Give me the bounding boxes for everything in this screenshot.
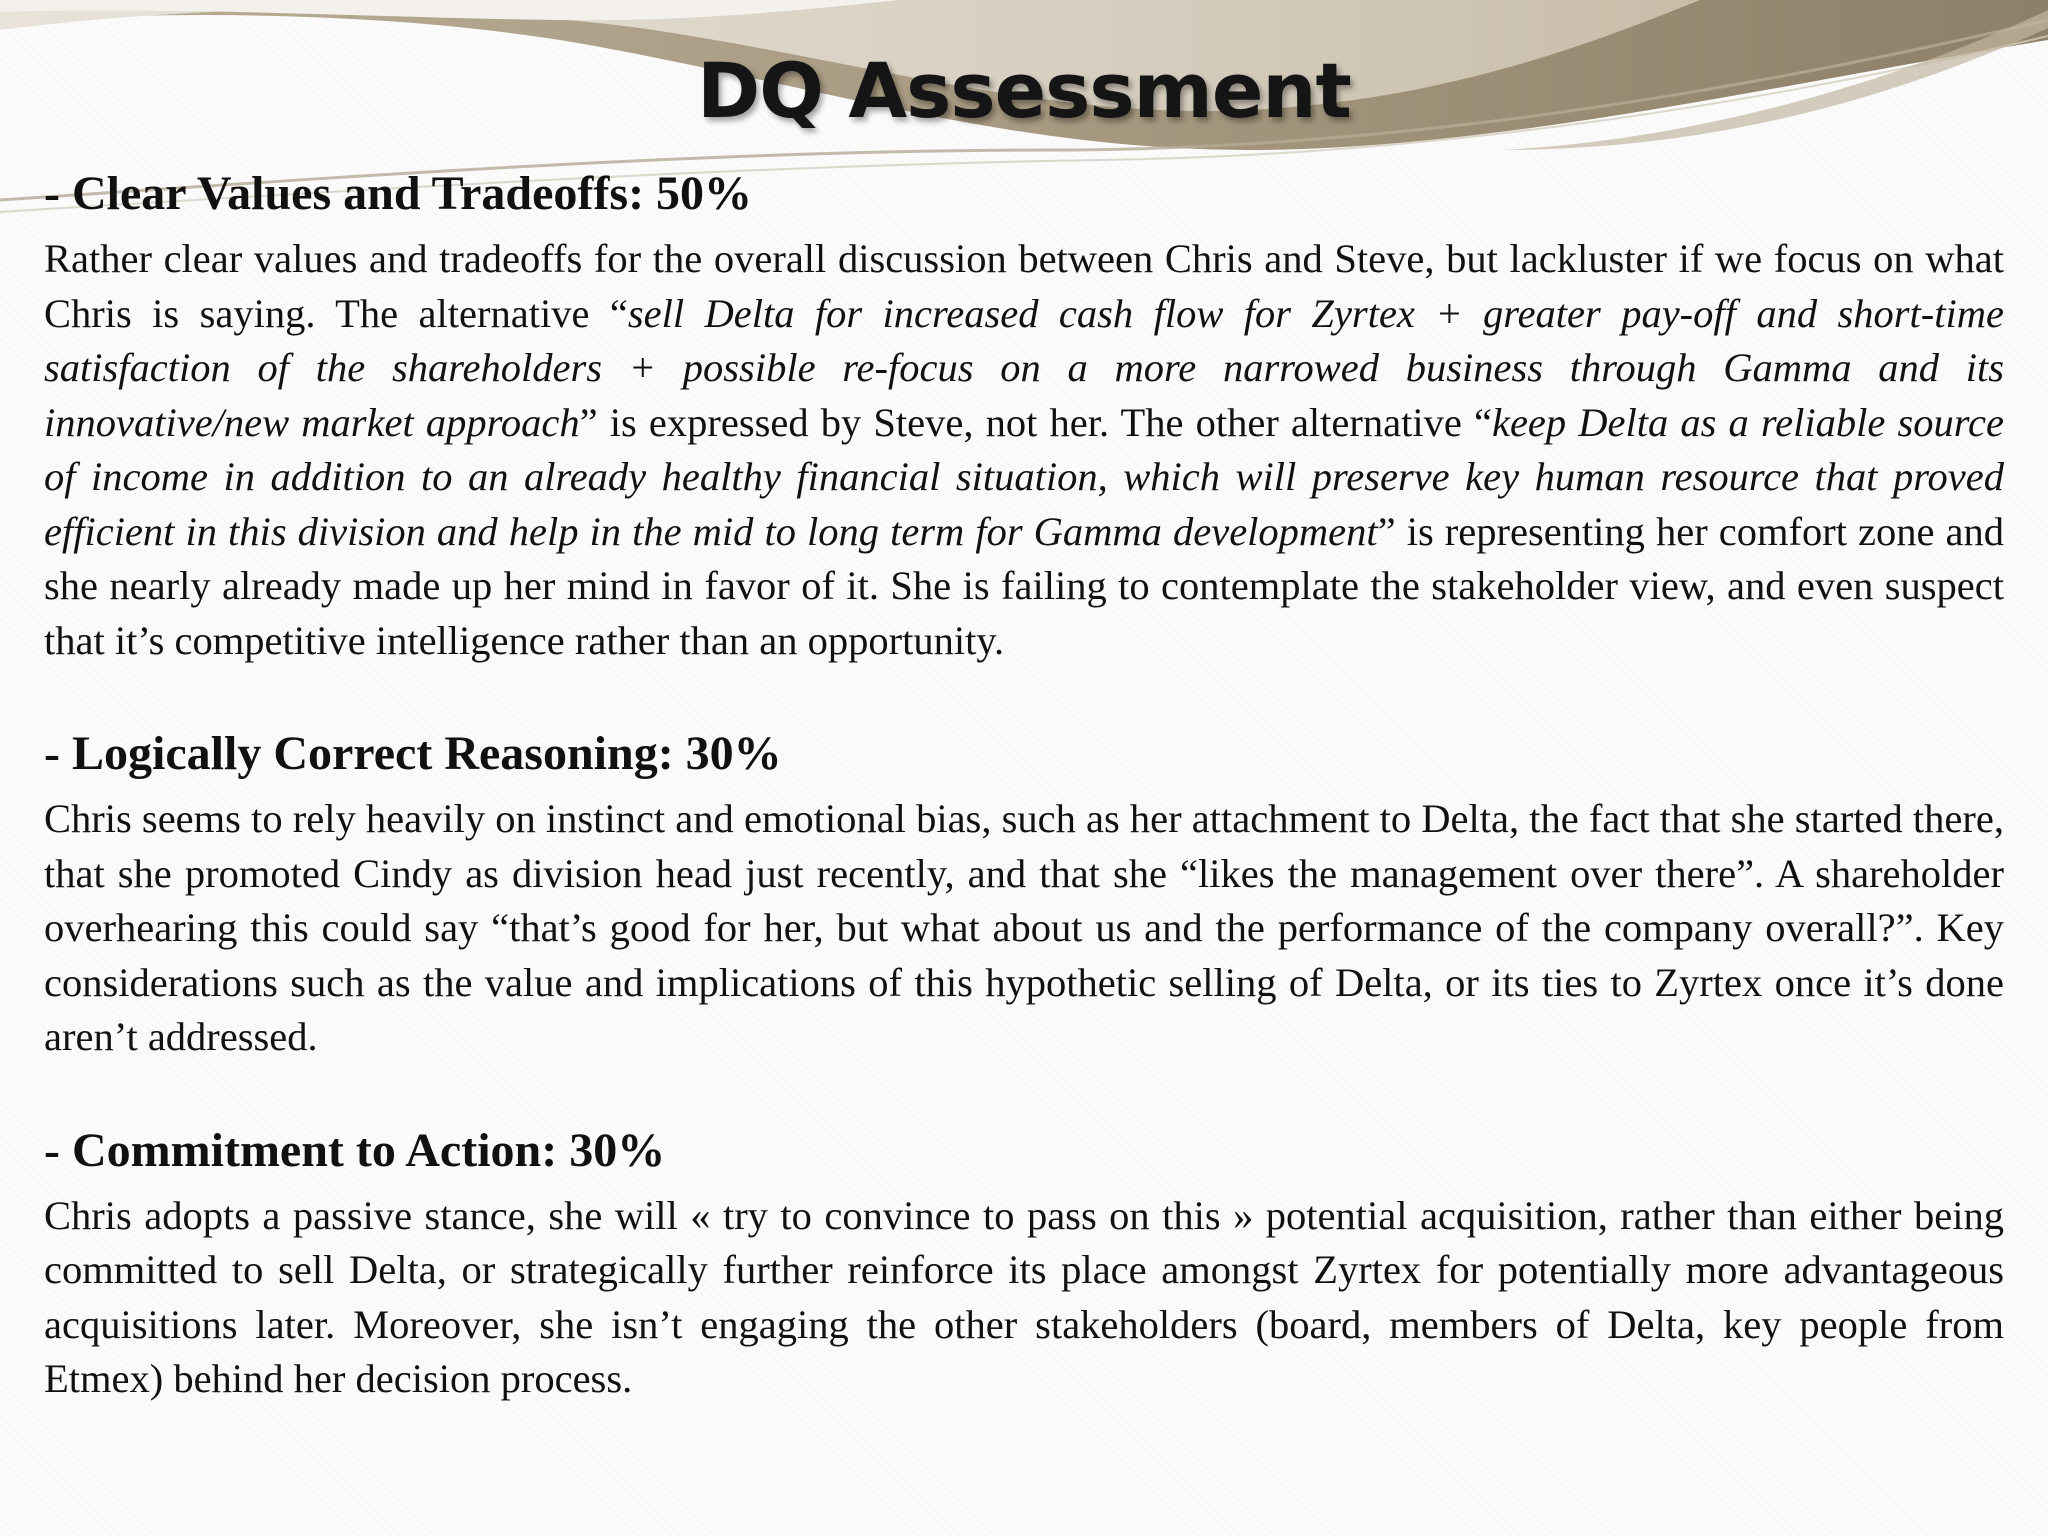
section-text-commitment: Chris adopts a passive stance, she will « try to convince to pass on this » potential acquisition, rather than either being committed to sell Delta, or strategically further reinforce its place amongst Zyrtex for potentially more advantageous acquisitions later. Moreover, she isn’t engaging the other stakeholders (board, members of Delta, key people from Etmex) behind her decision process.	[44, 1192, 2004, 1401]
section-text-clear-values-part2: ” is expressed by Steve, not her. The other alternative “	[579, 399, 1492, 445]
section-heading-logical-reasoning: - Logically Correct Reasoning: 30%	[44, 727, 782, 780]
section-heading-clear-values: - Clear Values and Tradeoffs: 50%	[44, 167, 753, 220]
section-spacer	[44, 668, 2004, 724]
section-text-clear-values-italic2: keep Delta as a reliable source of income in addition to an already healthy financial situation, which will preserve key human resource that proved efficient in this division and help in the mid to long term for Gamma development	[44, 399, 2004, 554]
section-heading-commitment: - Commitment to Action: 30%	[44, 1123, 666, 1177]
section-text-logical-reasoning: Chris seems to rely heavily on instinct and emotional bias, such as her attachment to Delta, the fact that she started there, that she promoted Cindy as division head just recently, and that she “likes the management over there”. A shareholder overhearing this could say “that’s good for her, but what about us and the performance of the company overall?”. Key considerations such as the value and implications of this hypothetic selling of Delta, or its ties to Zyrtex once it’s done aren’t addressed.	[44, 796, 2004, 1059]
slide-title: DQ Assessment	[697, 46, 1351, 135]
section-spacer	[44, 1065, 2004, 1121]
section-text-clear-values-part3: ” is representing her comfort zone and she nearly already made up her mind in favor of it. She is failing to contemplate the stakeholder view, and even suspect that it’s competitive intelligence rather than an opportunity.	[44, 508, 2005, 663]
section-text-clear-values-italic1: sell Delta for increased cash flow for Zyrtex + greater pay-off and short-time satisfaction of the shareholders + possible re-focus on a more narrowed business through Gamma and its innovative/new market approach	[44, 290, 2004, 445]
section-text-clear-values-part1: Rather clear values and tradeoffs for the overall discussion between Chris and Steve, but lackluster if we focus on what Chris is saying. The alternative “	[44, 236, 2004, 336]
slide-content	[44, 164, 2004, 1407]
section-text-clear-values	[44, 232, 2004, 668]
